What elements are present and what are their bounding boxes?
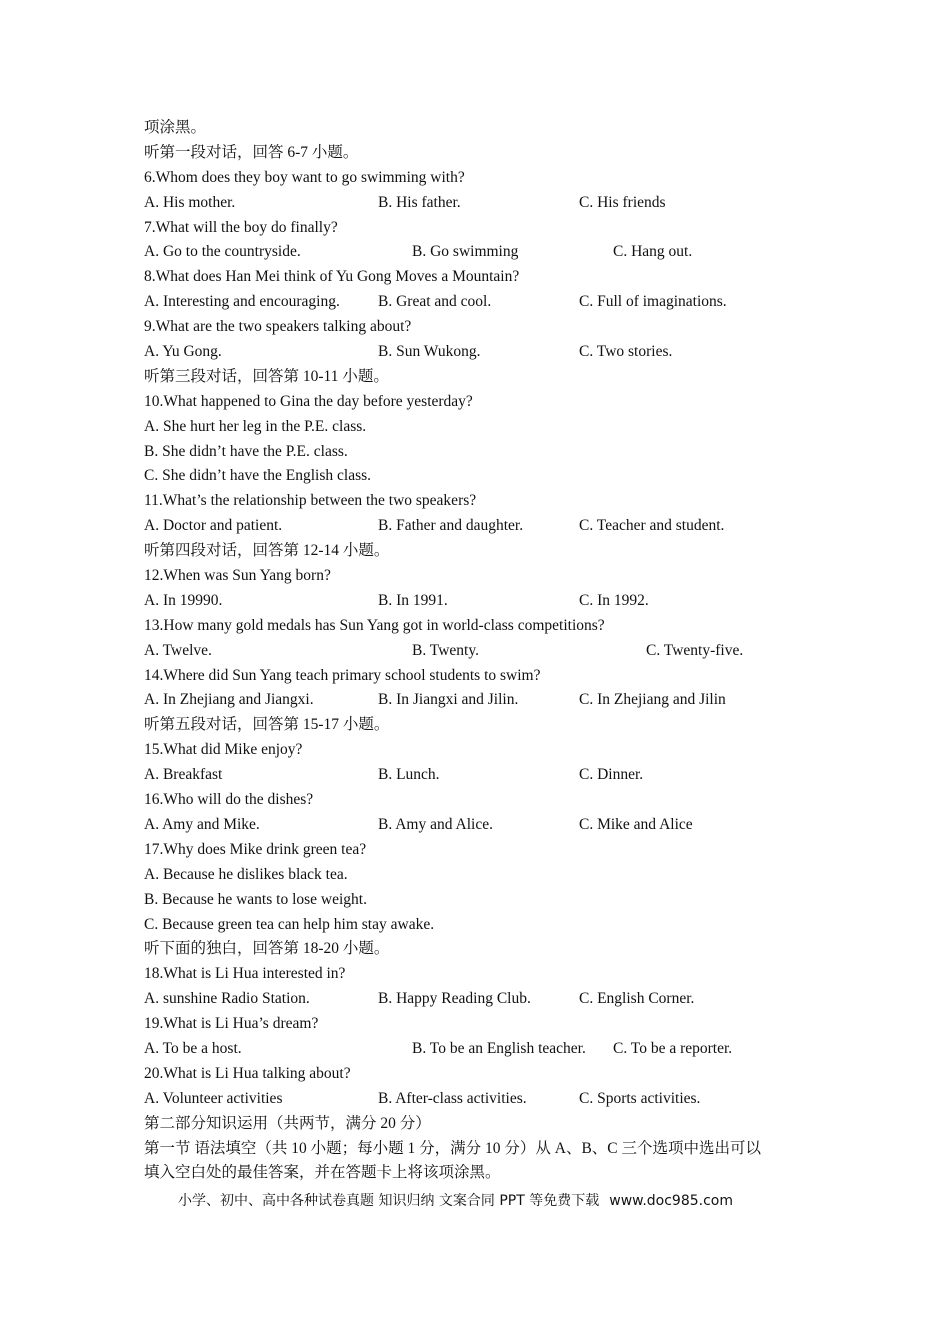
answer-option: A. Interesting and encouraging. [144, 293, 340, 311]
answer-option: B. In 1991. [378, 591, 448, 609]
answer-option: C. English Corner. [579, 990, 695, 1008]
footer-text: 小学、初中、高中各种试卷真题 知识归纳 文案合同 PPT 等免费下载 [178, 1193, 600, 1209]
answer-option: C. Teacher and student. [579, 517, 725, 535]
option-row [144, 240, 824, 265]
text-line: 15.What did Mike enjoy? [144, 741, 303, 759]
answer-option: B. Great and cool. [378, 293, 492, 311]
answer-option: C. Mike and Alice [579, 815, 693, 833]
answer-option: C. Hang out. [613, 243, 693, 261]
answer-option: C. Twenty-five. [646, 641, 744, 659]
answer-option: B. Father and daughter. [378, 517, 524, 535]
answer-option: B. Lunch. [378, 766, 440, 784]
text-line: 听第四段对话，回答第 12-14 小题。 [144, 542, 390, 560]
answer-option: C. Full of imaginations. [579, 293, 727, 311]
option-row [144, 639, 824, 664]
answer-option: C. Two stories. [579, 343, 673, 361]
answer-option: B. After-class activities. [378, 1089, 527, 1107]
text-line: 第二部分知识运用（共两节，满分 20 分） [144, 1114, 431, 1132]
text-line: 填入空白处的最佳答案，并在答题卡上将该项涂黑。 [144, 1164, 501, 1182]
answer-option: A. Volunteer activities [144, 1089, 283, 1107]
text-line: A. Because he dislikes black tea. [144, 865, 348, 883]
text-line: 听第一段对话，回答 6-7 小题。 [144, 143, 359, 161]
text-line: 17.Why does Mike drink green tea? [144, 840, 367, 858]
answer-option: B. To be an English teacher. [412, 1039, 586, 1057]
option-row [144, 340, 824, 365]
text-line: 7.What will the boy do finally? [144, 218, 338, 236]
answer-option: B. Sun Wukong. [378, 343, 481, 361]
text-line: 第一节 语法填空（共 10 小题；每小题 1 分，满分 10 分）从 A、B、C 三个选项中选出可以 [144, 1139, 761, 1157]
answer-option: C. In Zhejiang and Jilin [579, 691, 726, 709]
text-line: 12.When was Sun Yang born? [144, 567, 331, 585]
answer-option: A. Doctor and patient. [144, 517, 283, 535]
answer-option: C. Dinner. [579, 766, 644, 784]
answer-option: C. To be a reporter. [613, 1039, 733, 1057]
text-line: 20.What is Li Hua talking about? [144, 1064, 351, 1082]
text-line: 听第五段对话，回答第 15-17 小题。 [144, 716, 390, 734]
text-line: 听第三段对话，回答第 10-11 小题。 [144, 367, 389, 385]
answer-option: A. Go to the countryside. [144, 243, 301, 261]
text-line: 14.Where did Sun Yang teach primary school students to swim? [144, 666, 541, 684]
option-row [144, 514, 824, 539]
text-line: 16.Who will do the dishes? [144, 791, 314, 809]
answer-option: A. Amy and Mike. [144, 815, 260, 833]
text-line: A. She hurt her leg in the P.E. class. [144, 417, 367, 435]
answer-option: B. His father. [378, 193, 461, 211]
text-line: 9.What are the two speakers talking about? [144, 318, 412, 336]
answer-option: A. Twelve. [144, 641, 212, 659]
answer-option: A. Breakfast [144, 766, 223, 784]
option-row [144, 589, 824, 614]
answer-option: A. In 19990. [144, 591, 223, 609]
text-line: 11.What’s the relationship between the two speakers? [144, 492, 477, 510]
option-row [144, 987, 824, 1012]
text-line: 6.Whom does they boy want to go swimming with? [144, 168, 465, 186]
answer-option: A. In Zhejiang and Jiangxi. [144, 691, 314, 709]
option-row [144, 290, 824, 315]
answer-option: A. His mother. [144, 193, 236, 211]
option-row [144, 763, 824, 788]
text-line: 18.What is Li Hua interested in? [144, 965, 346, 983]
text-line: B. Because he wants to lose weight. [144, 890, 367, 908]
option-row [144, 1037, 824, 1062]
text-line: 8.What does Han Mei think of Yu Gong Moves a Mountain? [144, 268, 520, 286]
answer-option: B. Amy and Alice. [378, 815, 493, 833]
page-footer [178, 1188, 733, 1214]
text-line: 项涂黑。 [144, 119, 207, 136]
option-row [144, 688, 824, 713]
answer-option: A. To be a host. [144, 1039, 242, 1057]
option-row [144, 191, 824, 216]
text-line: 10.What happened to Gina the day before yesterday? [144, 392, 473, 410]
text-line: 听下面的独白，回答第 18-20 小题。 [144, 940, 390, 958]
answer-option: B. In Jiangxi and Jilin. [378, 691, 519, 709]
answer-option: B. Twenty. [412, 641, 479, 659]
exam-content [144, 116, 824, 1186]
text-line: C. She didn’t have the English class. [144, 467, 372, 485]
text-line: B. She didn’t have the P.E. class. [144, 442, 348, 460]
answer-option: B. Go swimming [412, 243, 519, 261]
answer-option: C. Sports activities. [579, 1089, 701, 1107]
answer-option: A. Yu Gong. [144, 343, 222, 361]
option-row [144, 813, 824, 838]
answer-option: C. In 1992. [579, 591, 649, 609]
answer-option: B. Happy Reading Club. [378, 990, 531, 1008]
text-line: C. Because green tea can help him stay awake. [144, 915, 435, 933]
answer-option: C. His friends [579, 193, 666, 211]
text-line: 13.How many gold medals has Sun Yang got in world-class competitions? [144, 616, 605, 634]
answer-option: A. sunshine Radio Station. [144, 990, 310, 1008]
footer-website: www.doc985.com [609, 1193, 733, 1209]
option-row [144, 1087, 824, 1112]
text-line: 19.What is Li Hua’s dream? [144, 1015, 319, 1033]
